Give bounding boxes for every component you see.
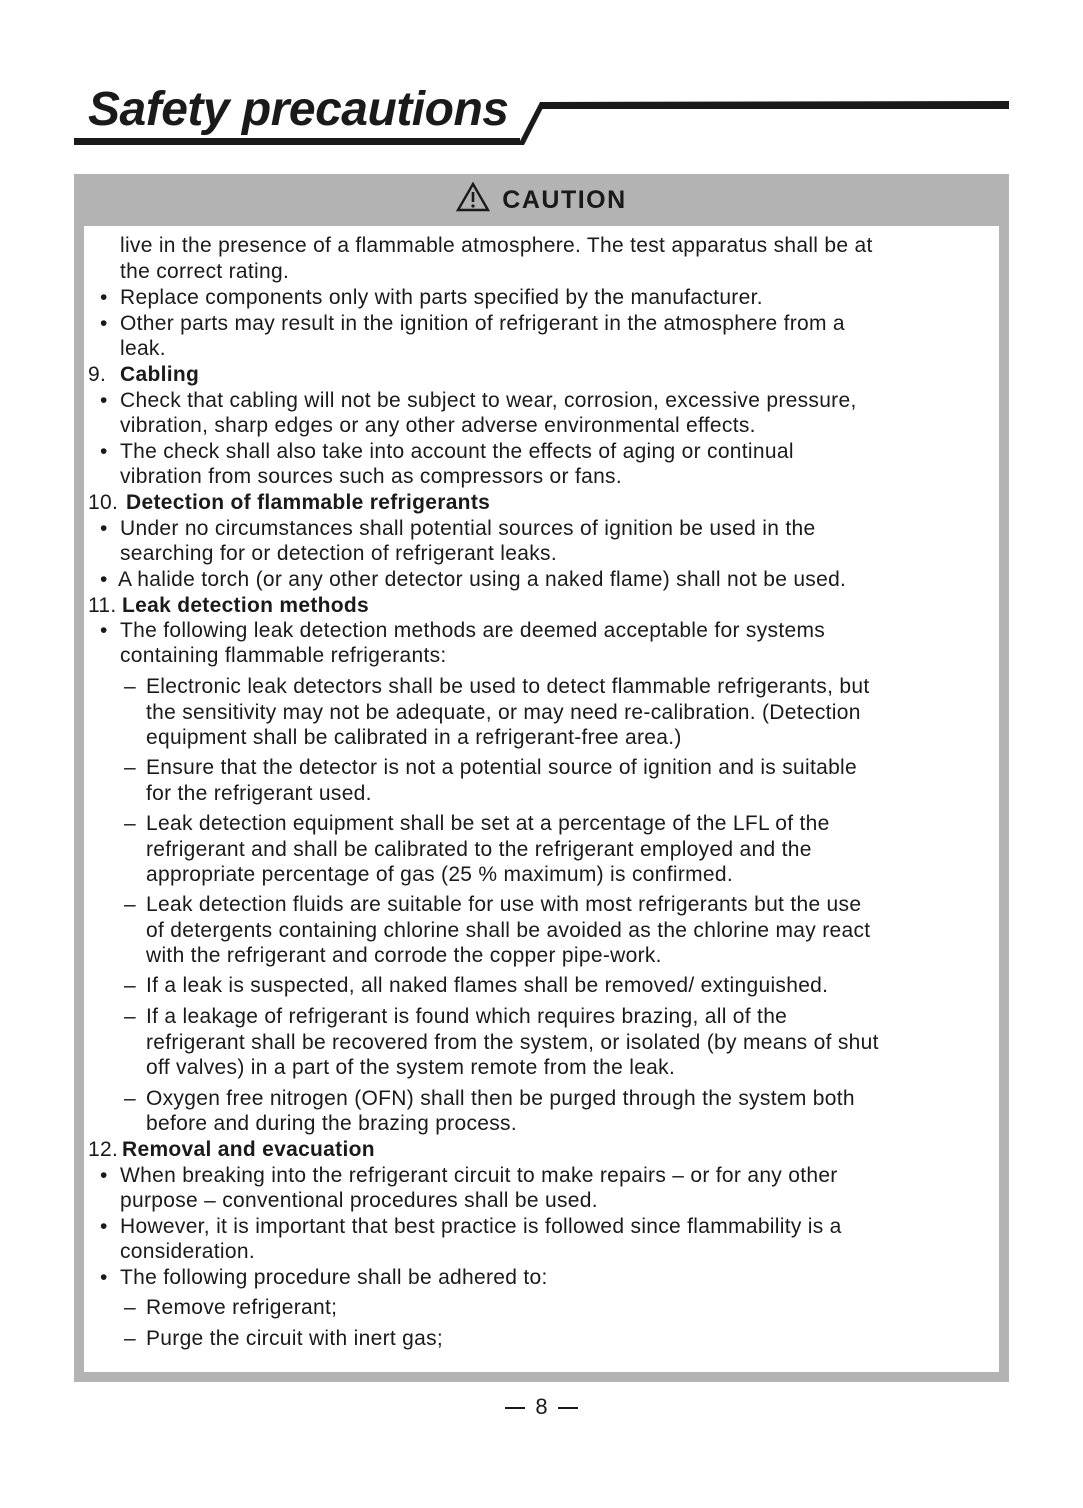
dash-marker: – <box>124 1087 136 1110</box>
page-title: Safety precautions <box>88 83 509 136</box>
dash-item-text: Electronic leak detectors shall be used to detect flammable refrigerants, but <box>146 675 870 698</box>
section-heading: Leak detection methods <box>122 594 369 617</box>
section-number: 12. <box>88 1138 119 1161</box>
bullet-marker: • <box>100 568 108 591</box>
dash-item-text: Leak detection equipment shall be set at a percentage of the LFL of the <box>146 812 830 835</box>
bullet-marker: • <box>100 1164 108 1187</box>
section-number: 10. <box>88 491 119 514</box>
dash-item-text: for the refrigerant used. <box>146 782 372 805</box>
warning-triangle-icon <box>456 182 490 212</box>
bullet-marker: • <box>100 1215 108 1238</box>
body-text-line: the correct rating. <box>120 260 290 283</box>
bullet-text: searching for or detection of refrigerant leaks. <box>120 542 557 565</box>
dash-marker: – <box>124 756 136 779</box>
dash-item-text: If a leakage of refrigerant is found which requires brazing, all of the <box>146 1005 788 1028</box>
bullet-text: The check shall also take into account the effects of aging or continual <box>120 440 794 463</box>
header-rule <box>0 0 1083 160</box>
dash-item-text: with the refrigerant and corrode the copper pipe-work. <box>146 944 662 967</box>
bullet-text: Other parts may result in the ignition of refrigerant in the atmosphere from a <box>120 312 845 335</box>
caution-body <box>84 226 999 1372</box>
body-text-line: live in the presence of a flammable atmosphere. The test apparatus shall be at <box>120 234 873 257</box>
section-number: 9. <box>88 363 107 386</box>
bullet-text: leak. <box>120 337 166 360</box>
dash-item-text: Leak detection fluids are suitable for use with most refrigerants but the use <box>146 893 862 916</box>
page-number-value: 8 <box>535 1394 548 1419</box>
bullet-marker: • <box>100 517 108 540</box>
bullet-text: A halide torch (or any other detector using a naked flame) shall not be used. <box>118 568 847 591</box>
dash-item-text: Remove refrigerant; <box>146 1296 338 1319</box>
dash-item-text: off valves) in a part of the system remote from the leak. <box>146 1056 676 1079</box>
bullet-marker: • <box>100 1266 108 1289</box>
caution-title: CAUTION <box>502 185 627 214</box>
bullet-marker: • <box>100 440 108 463</box>
bullet-marker: • <box>100 286 108 309</box>
bullet-text: The following procedure shall be adhered to: <box>120 1266 548 1289</box>
section-heading: Cabling <box>120 363 200 386</box>
header-rule-bottom <box>74 138 520 145</box>
caution-box <box>74 174 1009 1382</box>
dash-item-text: Ensure that the detector is not a potential source of ignition and is suitable <box>146 756 857 779</box>
dash-item-text: If a leak is suspected, all naked flames shall be removed/ extinguished. <box>146 974 829 997</box>
page-number-dash-right <box>558 1407 578 1409</box>
dash-item-text: the sensitivity may not be adequate, or may need re-calibration. (Detection <box>146 701 861 724</box>
bullet-text: Under no circumstances shall potential sources of ignition be used in the <box>120 517 816 540</box>
bullet-text: purpose – conventional procedures shall be used. <box>120 1189 598 1212</box>
bullet-text: However, it is important that best practice is followed since flammability is a <box>120 1215 842 1238</box>
dash-item-text: before and during the brazing process. <box>146 1112 517 1135</box>
dash-item-text: equipment shall be calibrated in a refrigerant-free area.) <box>146 726 682 749</box>
page-number <box>0 1392 1083 1422</box>
caution-header <box>74 174 1009 226</box>
dash-marker: – <box>124 812 136 835</box>
bullet-marker: • <box>100 312 108 335</box>
dash-marker: – <box>124 893 136 916</box>
bullet-text: When breaking into the refrigerant circuit to make repairs – or for any other <box>120 1164 838 1187</box>
bullet-text: consideration. <box>120 1240 255 1263</box>
section-heading: Removal and evacuation <box>122 1138 375 1161</box>
bullet-marker: • <box>100 619 108 642</box>
section-number: 11. <box>88 594 117 617</box>
dash-item-text: of detergents containing chlorine shall be avoided as the chlorine may react <box>146 919 871 942</box>
bullet-text: Replace components only with parts specified by the manufacturer. <box>120 286 763 309</box>
dash-item-text: Purge the circuit with inert gas; <box>146 1327 444 1350</box>
bullet-text: vibration, sharp edges or any other adverse environmental effects. <box>120 414 756 437</box>
dash-item-text: refrigerant and shall be calibrated to the refrigerant employed and the <box>146 838 812 861</box>
page-number-dash-left <box>505 1407 525 1409</box>
dash-marker: – <box>124 974 136 997</box>
bullet-text: Check that cabling will not be subject to wear, corrosion, excessive pressure, <box>120 389 857 412</box>
bullet-text: containing flammable refrigerants: <box>120 644 447 667</box>
header-rule-top <box>538 101 1009 109</box>
bullet-text: The following leak detection methods are deemed acceptable for systems <box>120 619 826 642</box>
section-heading: Detection of flammable refrigerants <box>126 491 491 514</box>
page-header <box>0 0 1083 160</box>
dash-item-text: appropriate percentage of gas (25 % maximum) is confirmed. <box>146 863 733 886</box>
dash-marker: – <box>124 1005 136 1028</box>
dash-item-text: Oxygen free nitrogen (OFN) shall then be purged through the system both <box>146 1087 855 1110</box>
bullet-text: vibration from sources such as compressors or fans. <box>120 465 622 488</box>
dash-marker: – <box>124 1296 136 1319</box>
dash-item-text: refrigerant shall be recovered from the system, or isolated (by means of shut <box>146 1031 879 1054</box>
dash-marker: – <box>124 1327 136 1350</box>
bullet-marker: • <box>100 389 108 412</box>
dash-marker: – <box>124 675 136 698</box>
